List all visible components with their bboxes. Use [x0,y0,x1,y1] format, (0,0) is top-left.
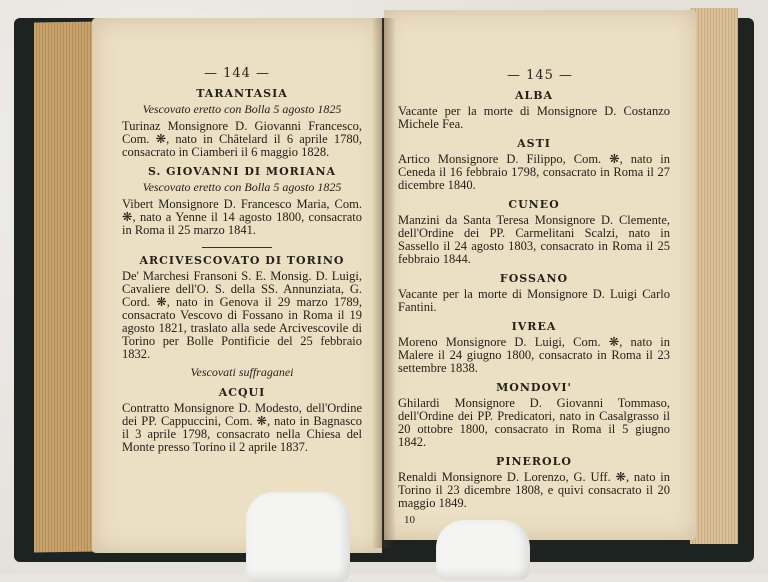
gloved-finger-left [246,492,350,582]
divider [202,247,272,248]
entry-text: Contratto Monsignore D. Modesto, dell'Ordine dei PP. Cappuccini, Com. ❋, nato in Bagnasco il 3 aprile 1798, consacrato nella Chiesa del Monte presso Torino il 2 aprile 1837. [122,401,362,454]
left-page [92,18,382,553]
entry-text: Manzini da Santa Teresa Monsignore D. Clemente, dell'Ordine dei PP. Carmelitani Scalzi, nato in Sassello il 24 agosto 1803, consacrato in Roma il 25 febbraio 1844. [398,213,670,266]
gloved-finger-right [436,520,530,580]
section-heading: S. GIOVANNI DI MORIANA [147,165,337,178]
entry-text: Turinaz Monsignore D. Giovanni Francesco, Com. ❋, nato in Châtelard il 6 aprile 1780, consacrato in Ciamberi il 6 maggio 1828. [122,119,362,159]
section-heading: ARCIVESCOVATO DI TORINO [139,254,345,267]
entry-text: Renaldi Monsignore D. Lorenzo, G. Uff. ❋, nato in Torino il 23 dicembre 1808, e quivi consacrato il 20 maggio 1849. [398,470,670,510]
page-number: — 145 — [506,68,574,83]
page-edges-left [34,21,98,552]
entry-text: Vibert Monsignore D. Francesco Maria, Com. ❋, nato a Yenne il 14 agosto 1800, consacrato in Roma il 25 marzo 1841. [122,197,362,237]
section-heading: IVREA [511,320,557,333]
entry-text: Vacante per la morte di Monsignore D. Costanzo Michele Fea. [398,104,670,131]
section-heading: MONDOVI' [496,381,572,394]
section-heading: PINEROLO [496,455,572,468]
section-heading: CUNEO [508,198,560,211]
entry-text: Vacante per la morte di Monsignore D. Luigi Carlo Fantini. [398,287,670,314]
section-heading: FOSSANO [499,272,569,285]
signature-mark: 10 [404,514,415,526]
right-page [384,10,696,540]
page-edges-right [690,8,738,544]
page-number: — 144 — [203,66,271,81]
entry-text: De' Marchesi Fransoni S. E. Monsig. D. Luigi, Cavaliere dell'O. S. della SS. Annunziata, G. Cord. ❋, nato in Genova il 29 marzo 1789, consacrato Vescovo di Fossano in Roma il 19 agosto 1821, traslato alla sede Arcivescovile di Torino per Bolle Pontificie del 25 febbraio 1832. [122,269,362,361]
section-heading: ALBA [514,89,554,102]
book-gutter [372,18,396,548]
section-note: Vescovato eretto con Bolla 5 agosto 1825 [142,102,342,116]
section-heading: ACQUI [218,386,266,399]
entry-text: Artico Monsignore D. Filippo, Com. ❋, nato in Ceneda il 16 febbraio 1798, consacrato in Roma il 27 dicembre 1840. [398,152,670,192]
section-note: Vescovati suffraganei [190,365,294,379]
section-note: Vescovato eretto con Bolla 5 agosto 1825 [142,180,342,194]
section-heading: ASTI [517,137,551,150]
section-heading: TARANTASIA [196,87,288,100]
entry-text: Moreno Monsignore D. Luigi, Com. ❋, nato in Malere il 24 giugno 1800, consacrato in Roma il 23 settembre 1838. [398,335,670,375]
entry-text: Ghilardi Monsignore D. Giovanni Tommaso, dell'Ordine dei PP. Predicatori, nato in Casalgrasso il 20 ottobre 1800, consacrato in Roma il 5 giugno 1842. [398,396,670,449]
